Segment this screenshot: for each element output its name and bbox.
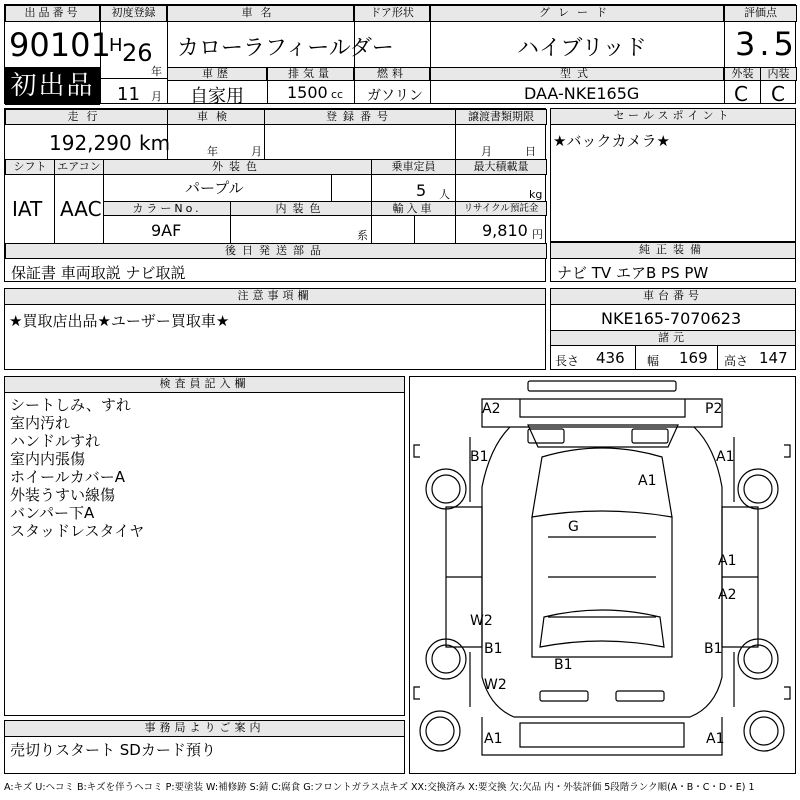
height-label: 高さ bbox=[724, 354, 749, 368]
damage-mark: A1 bbox=[706, 731, 725, 747]
inspector-note: ホイールカバーA bbox=[10, 468, 125, 486]
recycle-label: リサイクル預託金 bbox=[455, 201, 547, 216]
lot-no-label: 出品番号 bbox=[5, 5, 100, 22]
width-label: 幅 bbox=[647, 354, 660, 368]
insp-year-unit: 年 bbox=[207, 145, 218, 158]
damage-mark: A2 bbox=[718, 587, 737, 603]
door-label: ドア形状 bbox=[354, 5, 430, 22]
caution-text: ★買取店出品★ユーザー買取車★ bbox=[9, 312, 230, 330]
transfer-day-unit: 日 bbox=[525, 145, 536, 158]
first-reg-month: 11 bbox=[117, 84, 140, 105]
mileage: 192,290 bbox=[49, 131, 132, 155]
chassis-number: NKE165-7070623 bbox=[601, 309, 742, 328]
car-diagram-svg bbox=[410, 377, 795, 773]
capacity-label: 乗車定員 bbox=[371, 159, 456, 175]
insp-month-unit: 月 bbox=[251, 145, 262, 158]
ac-label: エアコン bbox=[54, 159, 104, 175]
era: H bbox=[109, 35, 123, 56]
int-score: C bbox=[771, 82, 785, 106]
inspector-label: 検査員記入欄 bbox=[4, 376, 405, 393]
recycle: 9,810 bbox=[482, 221, 528, 240]
inspector-note: 室内汚れ bbox=[10, 414, 71, 432]
length: 436 bbox=[596, 349, 625, 367]
sales-point-block bbox=[550, 108, 796, 242]
grade: ハイブリッド bbox=[517, 36, 647, 61]
fuel-label: 燃料 bbox=[354, 67, 430, 81]
equipment-block bbox=[550, 242, 796, 282]
chassis-label: 車台番号 bbox=[550, 288, 796, 305]
disp-label: 排気量 bbox=[267, 67, 354, 81]
ext-label: 外装 bbox=[724, 67, 761, 81]
inspector-note: ハンドルすれ bbox=[10, 432, 101, 450]
car-name-label: 車名 bbox=[167, 5, 354, 22]
score: 3.5 bbox=[735, 25, 798, 63]
damage-mark: A1 bbox=[638, 473, 657, 489]
grade-label: グレード bbox=[430, 5, 724, 22]
inspector-note: シートしみ、すれ bbox=[10, 396, 131, 414]
year-unit: 年 bbox=[151, 65, 162, 78]
inspector-note: 室内内張傷 bbox=[10, 450, 86, 468]
damage-diagram bbox=[409, 376, 796, 774]
caution-label: 注意事項欄 bbox=[4, 288, 546, 305]
caution-block bbox=[4, 288, 546, 370]
load-unit: kg bbox=[529, 188, 543, 201]
color-no-label: カラーNo. bbox=[103, 201, 231, 216]
car-name: カローラフィールダー bbox=[177, 36, 394, 61]
damage-mark: B1 bbox=[470, 449, 489, 465]
office-text: 売切りスタート SDカード預り bbox=[10, 741, 216, 759]
sales-point-label: セールスポイント bbox=[550, 108, 796, 125]
chassis-block bbox=[550, 288, 796, 370]
int-color-label: 内装色 bbox=[230, 201, 372, 216]
model: DAA-NKE165G bbox=[524, 84, 640, 103]
fuel: ガソリン bbox=[367, 88, 423, 104]
shift: IAT bbox=[12, 197, 43, 221]
load-label: 最大積載量 bbox=[455, 159, 547, 175]
damage-mark: W2 bbox=[484, 677, 507, 693]
transfer-month-unit: 月 bbox=[481, 145, 492, 158]
recycle-unit: 円 bbox=[532, 228, 543, 241]
history-label: 車歴 bbox=[167, 67, 267, 81]
import-label: 輸入車 bbox=[371, 201, 456, 216]
damage-mark: B1 bbox=[704, 641, 723, 657]
int-color-unit: 系 bbox=[357, 229, 368, 242]
inspector-note: 外装うすい線傷 bbox=[10, 486, 116, 504]
header-block bbox=[4, 4, 798, 107]
capacity-unit: 人 bbox=[439, 188, 450, 201]
equipment-text: ナビ TV エアB PS PW bbox=[557, 264, 709, 282]
history: 自家用 bbox=[190, 86, 244, 107]
damage-mark: B1 bbox=[484, 641, 503, 657]
inspector-note: バンパー下A bbox=[10, 504, 95, 522]
first-reg-label: 初度登録 bbox=[100, 5, 167, 22]
inspector-note: スタッドレスタイヤ bbox=[10, 522, 145, 540]
model-label: 型式 bbox=[430, 67, 724, 81]
first-listing-badge: 初出品 bbox=[5, 67, 100, 105]
office-label: 事務局よりご案内 bbox=[4, 720, 405, 737]
damage-mark: A2 bbox=[482, 401, 501, 417]
dims-label: 諸元 bbox=[550, 330, 796, 346]
later-parts-label: 後日発送部品 bbox=[5, 243, 547, 259]
spec-block bbox=[4, 108, 546, 282]
disp-unit: cc bbox=[331, 88, 344, 101]
ac: AAC bbox=[60, 197, 102, 221]
score-label: 評価点 bbox=[724, 5, 797, 22]
damage-mark: A1 bbox=[484, 731, 503, 747]
shift-label: シフト bbox=[5, 159, 55, 175]
mileage-label: 走行 bbox=[5, 109, 168, 125]
capacity: 5 bbox=[416, 181, 427, 200]
color: パープル bbox=[185, 179, 244, 197]
inspector-block bbox=[4, 376, 405, 716]
height: 147 bbox=[759, 349, 788, 367]
transfer-label: 譲渡書類期限 bbox=[455, 109, 547, 125]
displacement: 1500 bbox=[287, 83, 328, 102]
mileage-unit: km bbox=[139, 131, 171, 155]
length-label: 長さ bbox=[555, 354, 580, 368]
width: 169 bbox=[679, 349, 708, 367]
color-label: 外装色 bbox=[103, 159, 372, 175]
int-label: 内装 bbox=[760, 67, 797, 81]
damage-mark: G bbox=[568, 519, 579, 535]
office-block bbox=[4, 720, 405, 774]
lot-no: 90101 bbox=[9, 26, 111, 64]
damage-mark: P2 bbox=[705, 401, 723, 417]
ext-score: C bbox=[734, 82, 748, 106]
damage-mark: A1 bbox=[716, 449, 735, 465]
later-parts: 保証書 車両取説 ナビ取説 bbox=[11, 264, 186, 282]
reg-no-label: 登録番号 bbox=[264, 109, 456, 125]
sales-point-text: ★バックカメラ★ bbox=[553, 132, 670, 150]
month-unit: 月 bbox=[151, 90, 162, 103]
inspection-label: 車検 bbox=[167, 109, 265, 125]
first-reg-year: 26 bbox=[122, 39, 153, 67]
equipment-label: 純正装備 bbox=[550, 242, 796, 259]
damage-mark: W2 bbox=[470, 613, 493, 629]
legend-footer: A:キズ U:ヘコミ B:キズを伴うヘコミ P:要塗装 W:補修跡 S:錆 C:腐食 G:フロントガラス点キズ XX:交換済み X:要交換 欠:欠品 内・外装評価 5段階ランク順(A・B・C・D・E) 1 bbox=[4, 782, 755, 793]
damage-mark: A1 bbox=[718, 553, 737, 569]
damage-mark: B1 bbox=[554, 657, 573, 673]
color-no: 9AF bbox=[151, 221, 182, 240]
